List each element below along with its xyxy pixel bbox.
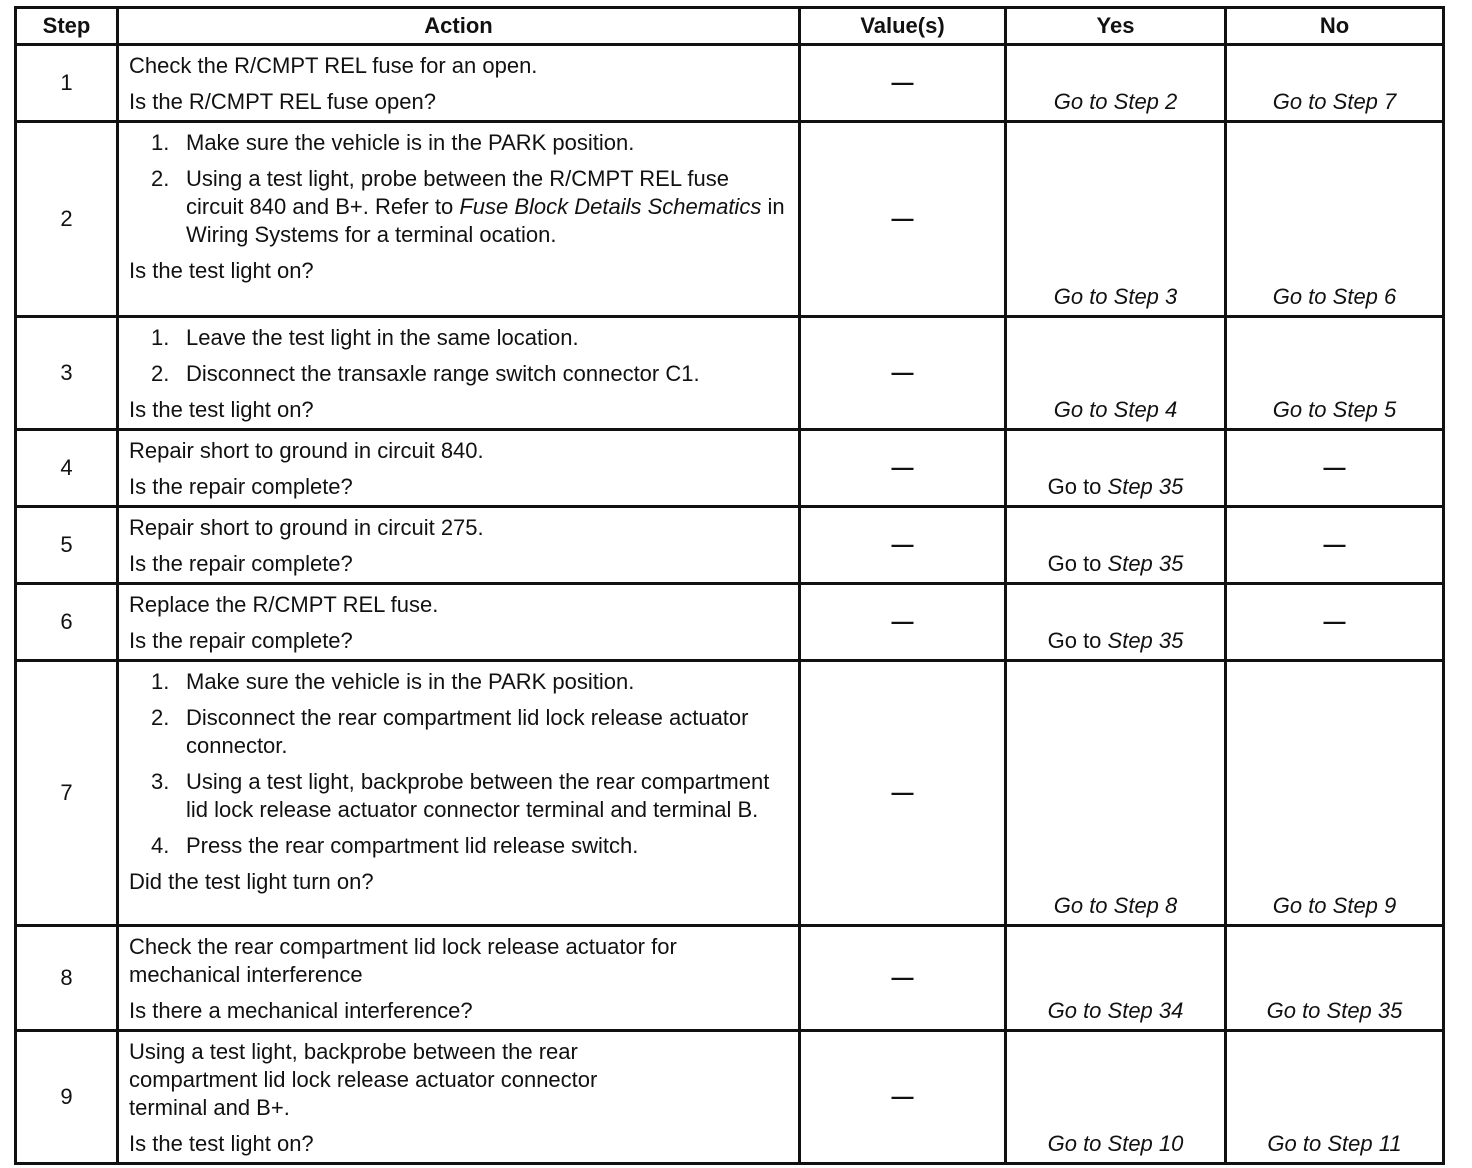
action-question: Is the R/CMPT REL fuse open? [129,89,436,114]
no-dash: — [1323,609,1346,634]
step-item-text: Using a test light, probe between the R/CMPT REL fuse circuit 840 and B+. Refer to [186,166,729,219]
table-row [16,122,1444,317]
action-steps [129,129,788,249]
action-cell [118,45,800,122]
yes-prefix: Go to [1047,551,1108,576]
table-row [16,661,1444,926]
step-item-number: 3. [151,769,170,794]
action-step [151,360,788,388]
step-item-number: 2. [151,166,170,191]
yes-cell [1006,584,1226,661]
action-cell [118,507,800,584]
action-question: Is the repair complete? [129,628,353,653]
yes-link[interactable]: Step 35 [1107,628,1184,653]
action-text: Repair short to ground in circuit 275. [129,515,484,540]
no-link[interactable]: Go to Step 11 [1267,1131,1402,1156]
value-dash: — [891,780,914,805]
no-cell [1226,926,1444,1031]
action-cell [118,661,800,926]
yes-link[interactable]: Go to Step 10 [1047,1131,1184,1156]
step-item-number: 1. [151,130,170,155]
action-steps [129,668,788,860]
value-cell [800,122,1006,317]
header-no: No [1226,8,1444,45]
step-item-text: in Wiring Systems for a terminal ocation. [186,194,785,247]
action-question: Is there a mechanical interference? [129,998,473,1023]
no-link[interactable]: Go to Step 5 [1272,397,1397,422]
action-question: Is the test light on? [129,1131,314,1156]
value-cell [800,45,1006,122]
no-cell [1226,45,1444,122]
value-dash: — [891,70,914,95]
step-number: 3 [16,317,118,430]
value-dash: — [891,206,914,231]
table-row [16,584,1444,661]
yes-link[interactable]: Step 35 [1107,474,1184,499]
no-cell [1226,507,1444,584]
step-item-number: 2. [151,361,170,386]
step-item-text: Leave the test light in the same location. [186,325,579,350]
yes-cell [1006,1031,1226,1164]
action-text: Replace the R/CMPT REL fuse. [129,592,439,617]
no-cell [1226,661,1444,926]
action-step [151,704,788,760]
header-values: Value(s) [800,8,1006,45]
value-cell [800,926,1006,1031]
action-step [151,832,788,860]
value-cell [800,584,1006,661]
yes-cell [1006,122,1226,317]
value-dash: — [891,532,914,557]
yes-cell [1006,317,1226,430]
action-step [151,165,788,249]
table-row [16,1031,1444,1164]
step-item-text: Using a test light, backprobe between the rear compartment lid lock release actuator connector terminal and terminal B. [186,769,770,822]
step-number: 1 [16,45,118,122]
no-cell [1226,430,1444,507]
action-cell [118,1031,800,1164]
action-step [151,768,788,824]
step-number: 5 [16,507,118,584]
schematic-reference: Fuse Block Details Schematics [459,194,762,219]
action-question: Is the test light on? [129,397,314,422]
action-cell [118,430,800,507]
step-number: 8 [16,926,118,1031]
header-row [16,8,1444,45]
action-text: Check the R/CMPT REL fuse for an open. [129,53,538,78]
value-cell [800,507,1006,584]
table-row [16,507,1444,584]
no-cell [1226,122,1444,317]
yes-link[interactable]: Go to Step 34 [1047,998,1184,1023]
action-text: Repair short to ground in circuit 840. [129,438,484,463]
action-question: Is the test light on? [129,258,314,283]
value-cell [800,1031,1006,1164]
no-link[interactable]: Go to Step 6 [1272,284,1397,309]
value-cell [800,661,1006,926]
header-action: Action [118,8,800,45]
yes-link[interactable]: Go to Step 8 [1053,893,1178,918]
table-row [16,45,1444,122]
diagnostic-table [14,6,1445,1165]
action-step [151,668,788,696]
yes-prefix: Go to [1047,474,1108,499]
step-number: 7 [16,661,118,926]
no-link[interactable]: Go to Step 35 [1266,998,1403,1023]
value-dash: — [891,1084,914,1109]
no-link[interactable]: Go to Step 7 [1272,89,1397,114]
action-steps [129,324,788,388]
step-item-text: Make sure the vehicle is in the PARK position. [186,130,635,155]
action-step [151,129,788,157]
table-row [16,317,1444,430]
yes-link[interactable]: Go to Step 3 [1053,284,1178,309]
step-number: 9 [16,1031,118,1164]
no-link[interactable]: Go to Step 9 [1272,893,1397,918]
step-item-text: Disconnect the rear compartment lid lock release actuator connector. [186,705,749,758]
action-text: Check the rear compartment lid lock release actuator for mechanical interference [129,934,677,987]
header-yes: Yes [1006,8,1226,45]
value-dash: — [891,609,914,634]
action-cell [118,122,800,317]
value-cell [800,317,1006,430]
step-item-text: Disconnect the transaxle range switch connector C1. [186,361,700,386]
value-dash: — [891,360,914,385]
action-text: Using a test light, backprobe between the rear compartment lid lock release actuator connector terminal and B+. [129,1039,598,1120]
action-cell [118,317,800,430]
step-item-number: 1. [151,669,170,694]
no-cell [1226,584,1444,661]
step-number: 4 [16,430,118,507]
value-cell [800,430,1006,507]
value-dash: — [891,455,914,480]
yes-prefix: Go to [1047,628,1108,653]
table-row [16,430,1444,507]
step-number: 2 [16,122,118,317]
action-question: Did the test light turn on? [129,869,374,894]
value-dash: — [891,965,914,990]
action-cell [118,926,800,1031]
action-cell [118,584,800,661]
yes-link[interactable]: Go to Step 4 [1053,397,1178,422]
no-dash: — [1323,455,1346,480]
step-item-text: Press the rear compartment lid release switch. [186,833,639,858]
step-number: 6 [16,584,118,661]
yes-cell [1006,45,1226,122]
yes-cell [1006,507,1226,584]
action-step [151,324,788,352]
yes-link[interactable]: Go to Step 2 [1053,89,1178,114]
yes-cell [1006,661,1226,926]
step-item-number: 1. [151,325,170,350]
step-item-number: 4. [151,833,170,858]
table-row [16,926,1444,1031]
no-cell [1226,1031,1444,1164]
no-cell [1226,317,1444,430]
action-question: Is the repair complete? [129,551,353,576]
no-dash: — [1323,532,1346,557]
action-question: Is the repair complete? [129,474,353,499]
header-step: Step [16,8,118,45]
step-item-text: Make sure the vehicle is in the PARK position. [186,669,635,694]
yes-link[interactable]: Step 35 [1107,551,1184,576]
step-item-number: 2. [151,705,170,730]
yes-cell [1006,926,1226,1031]
yes-cell [1006,430,1226,507]
